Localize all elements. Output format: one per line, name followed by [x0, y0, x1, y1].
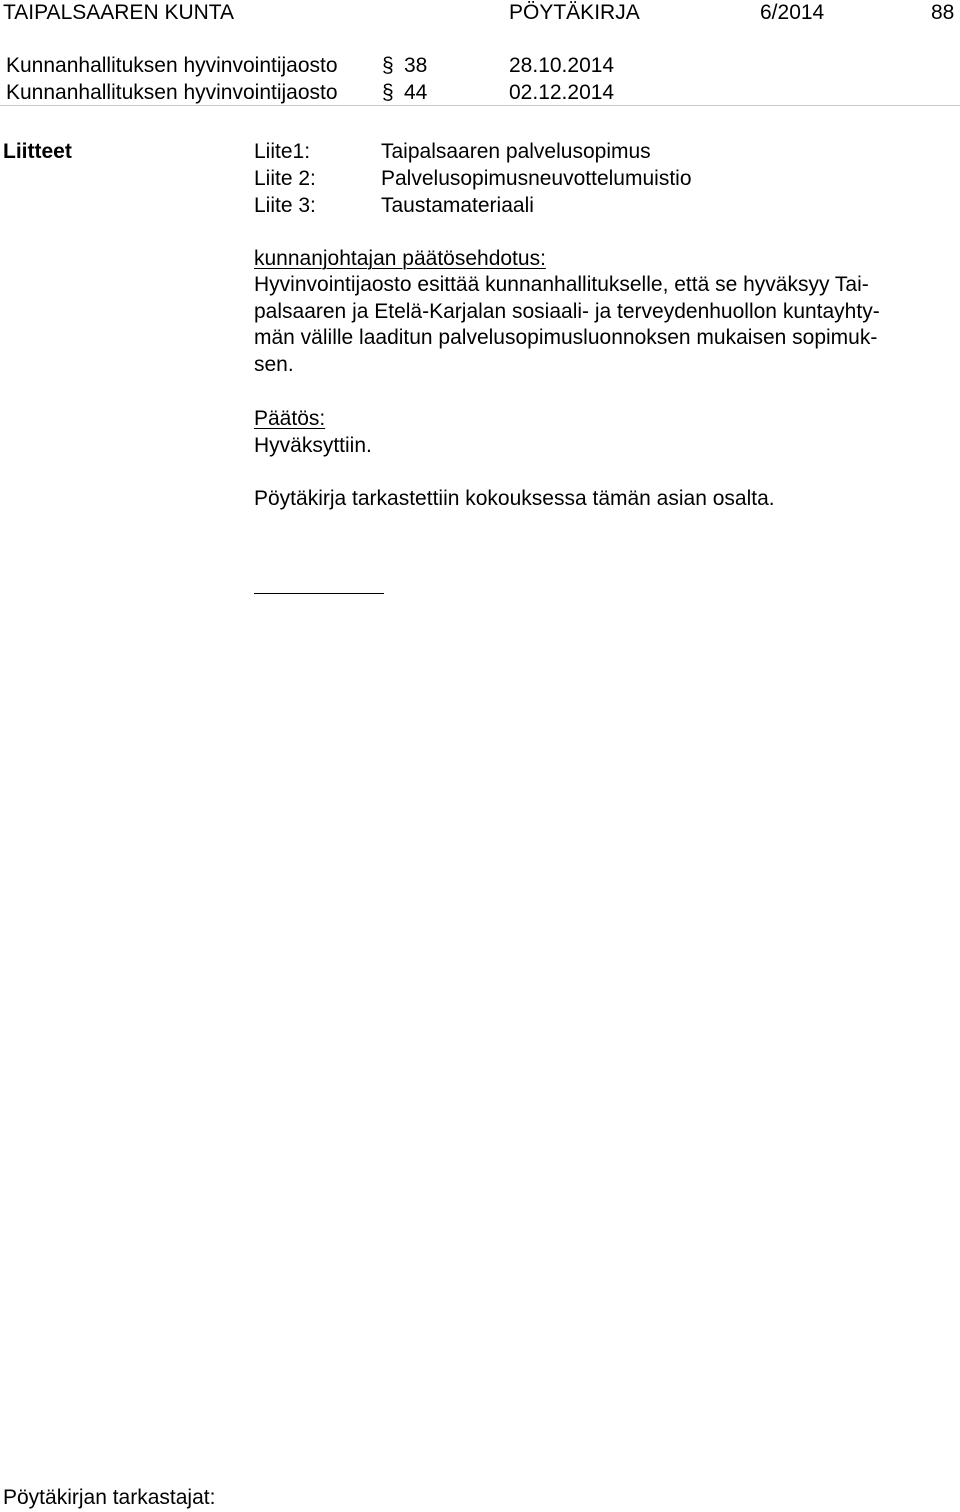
meeting-body: Kunnanhallituksen hyvinvointijaosto [6, 54, 338, 77]
attachment-title: Palvelusopimusneuvottelumuistio [381, 167, 692, 190]
proposal-text [254, 272, 880, 378]
proposal-line: Hyvinvointijaosto esittää kunnanhallitukselle, että se hyväksyy Tai- [254, 273, 869, 296]
decision-heading: Päätös: [254, 407, 326, 430]
attachment-label: Liite 3: [254, 194, 316, 217]
document-type: PÖYTÄKIRJA [509, 1, 640, 24]
attachments-heading: Liitteet [3, 140, 72, 163]
section-sign-icon: § [382, 54, 394, 77]
proposal-line: män välille laaditun palvelusopimusluonnoksen mukaisen sopimuk- [254, 326, 878, 349]
meeting-date: 02.12.2014 [509, 81, 615, 104]
header-divider [0, 105, 960, 106]
page-number: 88 [931, 1, 955, 24]
attachment-title: Taipalsaaren palvelusopimus [381, 140, 651, 163]
meeting-section: 38 [404, 54, 428, 77]
attachment-label: Liite1: [254, 140, 311, 163]
document-number: 6/2014 [760, 1, 825, 24]
verification-note: Pöytäkirja tarkastettiin kokouksessa tämän asian osalta. [254, 487, 775, 510]
org-name: TAIPALSAAREN KUNTA [3, 1, 235, 24]
proposal-heading: kunnanjohtajan päätösehdotus: [254, 247, 546, 270]
attachment-label: Liite 2: [254, 167, 316, 190]
meeting-body: Kunnanhallituksen hyvinvointijaosto [6, 81, 338, 104]
proposal-line: sen. [254, 352, 294, 376]
section-sign-icon: § [382, 81, 394, 104]
meeting-date: 28.10.2014 [509, 54, 615, 77]
proposal-line: palsaaren ja Etelä-Karjalan sosiaali- ja terveydenhuollon kuntayhty- [254, 299, 880, 323]
signature-line [254, 593, 384, 594]
decision-text: Hyväksyttiin. [254, 434, 372, 457]
attachment-title: Taustamateriaali [381, 194, 534, 217]
footer-label: Pöytäkirjan tarkastajat: [3, 1486, 216, 1509]
meeting-section: 44 [404, 81, 428, 104]
